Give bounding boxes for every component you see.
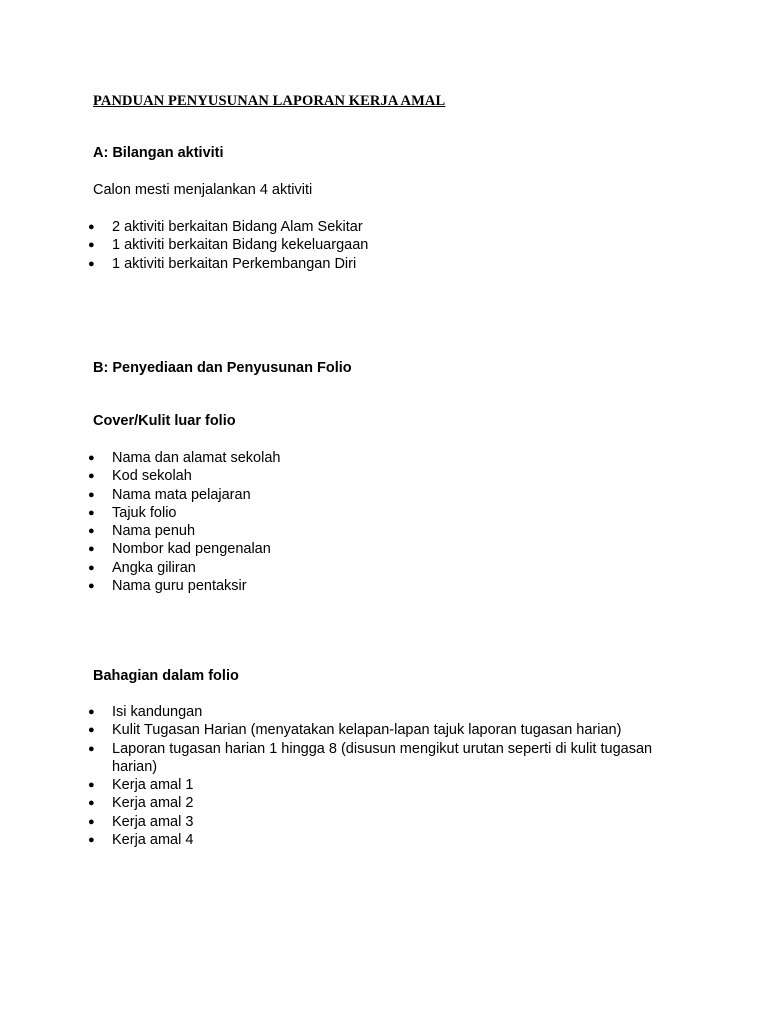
list-item <box>0 794 700 812</box>
list-item <box>0 813 700 831</box>
section-a-list <box>0 218 700 273</box>
list-item <box>0 740 700 777</box>
list-item <box>0 721 700 739</box>
bullet-icon: ● <box>88 257 95 270</box>
list-item-text: Nama mata pelajaran <box>112 486 251 503</box>
list-item-text: Kerja amal 1 <box>112 777 194 794</box>
list-item-text: 1 aktiviti berkaitan Perkembangan Diri <box>112 255 357 272</box>
list-item <box>0 703 700 721</box>
list-item-text: Nama dan alamat sekolah <box>112 450 281 466</box>
inside-list <box>0 703 700 849</box>
bullet-icon: ● <box>88 580 95 593</box>
list-item-text: Nama penuh <box>112 523 196 540</box>
bullet-icon: ● <box>88 239 95 252</box>
list-item <box>0 504 700 522</box>
bullet-icon: ● <box>88 452 95 464</box>
bullet-icon: ● <box>88 742 95 755</box>
list-item <box>0 776 700 794</box>
list-item <box>0 236 700 254</box>
section-a-intro: Calon mesti menjalankan 4 aktiviti <box>93 182 313 198</box>
list-item <box>0 218 700 236</box>
list-item-text: Kulit Tugasan Harian (menyatakan kelapan-lapan tajuk laporan tugasan harian) <box>112 722 622 739</box>
bullet-icon: ● <box>88 779 95 792</box>
bullet-icon: ● <box>88 543 95 556</box>
list-item-text: Kerja amal 4 <box>112 832 194 849</box>
bullet-icon: ● <box>88 724 95 737</box>
bullet-icon: ● <box>88 834 95 847</box>
section-b-heading: B: Penyediaan dan Penyusunan Folio <box>93 360 352 376</box>
list-item-text: 1 aktiviti berkaitan Bidang kekeluargaan <box>112 237 369 254</box>
document-title: PANDUAN PENYUSUNAN LAPORAN KERJA AMAL <box>93 93 446 109</box>
list-item <box>0 577 700 595</box>
bullet-icon: ● <box>88 506 95 519</box>
list-item <box>0 540 700 558</box>
bullet-icon: ● <box>88 525 95 538</box>
list-item-text: Laporan tugasan harian 1 hingga 8 (disusun mengikut urutan seperti di kulit tugasan harian) <box>112 740 653 775</box>
list-item-text: 2 aktiviti berkaitan Bidang Alam Sekitar <box>112 219 363 235</box>
list-item-text: Isi kandungan <box>112 704 203 720</box>
bullet-icon: ● <box>88 221 95 233</box>
list-item-text: Nama guru pentaksir <box>112 578 247 595</box>
list-item <box>0 255 700 273</box>
list-item-text: Tajuk folio <box>112 504 177 521</box>
list-item-text: Kerja amal 3 <box>112 813 194 830</box>
list-item-text: Angka giliran <box>112 559 196 576</box>
bullet-icon: ● <box>88 706 95 718</box>
cover-heading: Cover/Kulit luar folio <box>93 413 236 429</box>
inside-heading: Bahagian dalam folio <box>93 668 239 684</box>
list-item <box>0 486 700 504</box>
list-item-text: Nombor kad pengenalan <box>112 541 271 558</box>
bullet-icon: ● <box>88 815 95 828</box>
list-item <box>0 522 700 540</box>
list-item <box>0 559 700 577</box>
list-item <box>0 467 700 485</box>
cover-list <box>0 449 700 595</box>
bullet-icon: ● <box>88 561 95 574</box>
bullet-icon: ● <box>88 470 95 483</box>
list-item-text: Kerja amal 2 <box>112 795 194 812</box>
section-a-heading: A: Bilangan aktiviti <box>93 145 224 161</box>
list-item <box>0 449 700 467</box>
list-item-text: Kod sekolah <box>112 468 192 485</box>
list-item <box>0 831 700 849</box>
bullet-icon: ● <box>88 488 95 501</box>
bullet-icon: ● <box>88 797 95 810</box>
